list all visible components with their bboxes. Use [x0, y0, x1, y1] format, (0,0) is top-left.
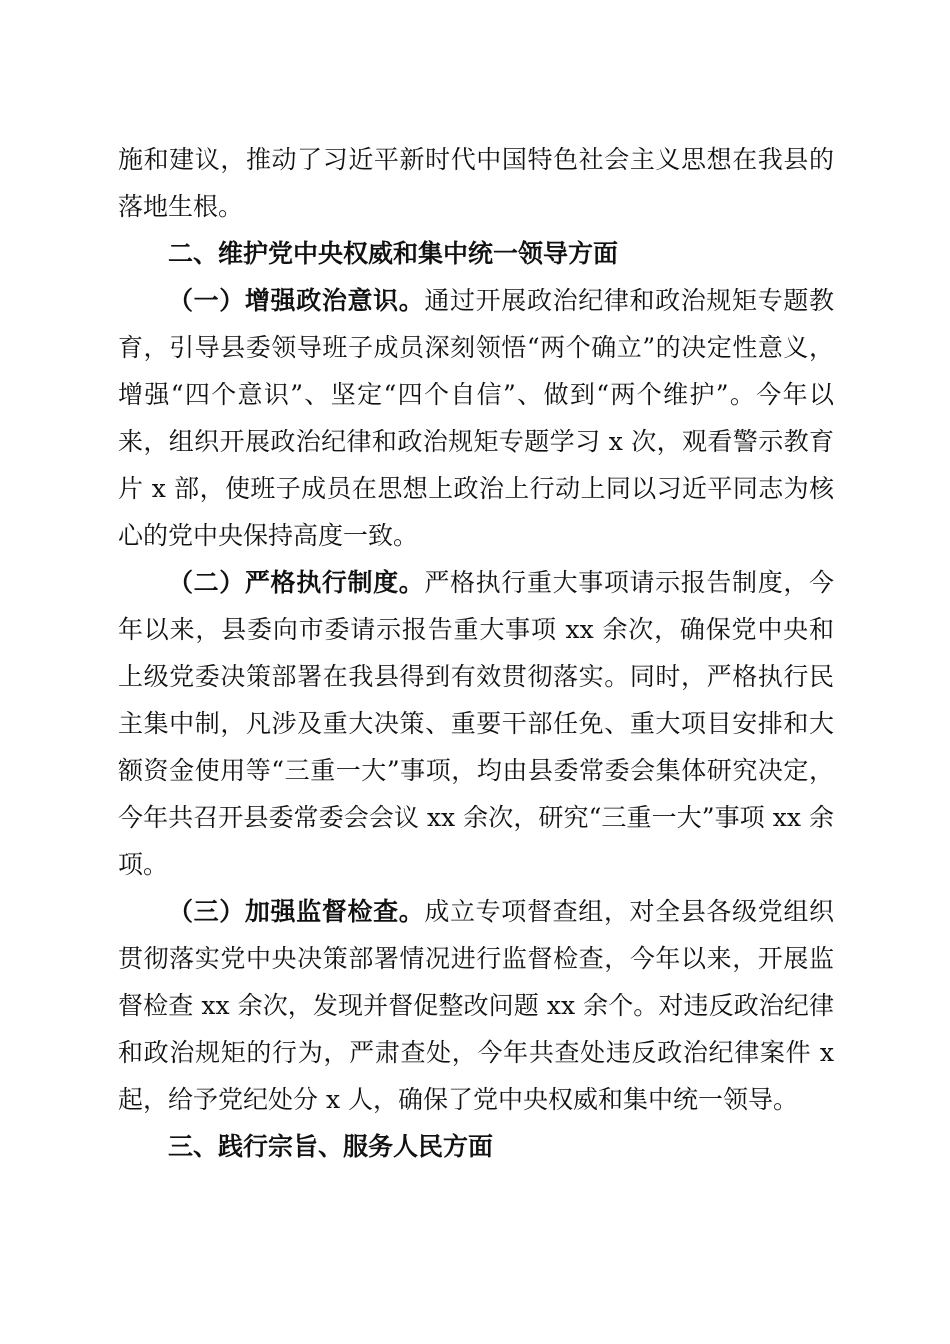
section-heading-2: 二、维护党中央权威和集中统一领导方面: [168, 239, 619, 268]
subsection-2: [118, 559, 834, 888]
subsection-2-label: （二）严格执行制度。: [168, 568, 425, 597]
subsection-1-body: 通过开展政治纪律和政治规矩专题教育，引导县委领导班子成员深刻领悟“两个确立”的决定性意义，增强“四个意识”、坚定“四个自信”、做到“两个维护”。今年以来，组织开展政治纪律和政治规矩专题学习 x 次，观看警示教育片 x 部，使班子成员在思想上政治上行动上同以习近平同志为核心的党中央保持高度一致。: [118, 286, 834, 550]
paragraph-continuation: 施和建议，推动了习近平新时代中国特色社会主义思想在我县的落地生根。: [118, 145, 834, 221]
subsection-1-label: （一）增强政治意识。: [168, 286, 425, 315]
subsection-1: [118, 277, 834, 559]
document-body: [118, 136, 834, 1170]
subsection-3-label: （三）加强监督检查。: [168, 897, 425, 926]
subsection-2-body: 严格执行重大事项请示报告制度，今年以来，县委向市委请示报告重大事项 xx 余次，确保党中央和上级党委决策部署在我县得到有效贯彻落实。同时，严格执行民主集中制，凡涉及重大决策、重要干部任免、重大项目安排和大额资金使用等“三重一大”事项，均由县委常委会集体研究决定，今年共召开县委常委会会议 xx 余次，研究“三重一大”事项 xx 余项。: [118, 568, 834, 879]
section-heading-3: 三、践行宗旨、服务人民方面: [168, 1132, 494, 1161]
subsection-3: [118, 888, 834, 1123]
subsection-3-body: 成立专项督查组，对全县各级党组织贯彻落实党中央决策部署情况进行监督检查，今年以来，开展监督检查 xx 余次，发现并督促整改问题 xx 余个。对违反政治纪律和政治规矩的行为，严肃查处，今年共查处违反政治纪律案件 x 起，给予党纪处分 x 人，确保了党中央权威和集中统一领导。: [118, 897, 834, 1114]
